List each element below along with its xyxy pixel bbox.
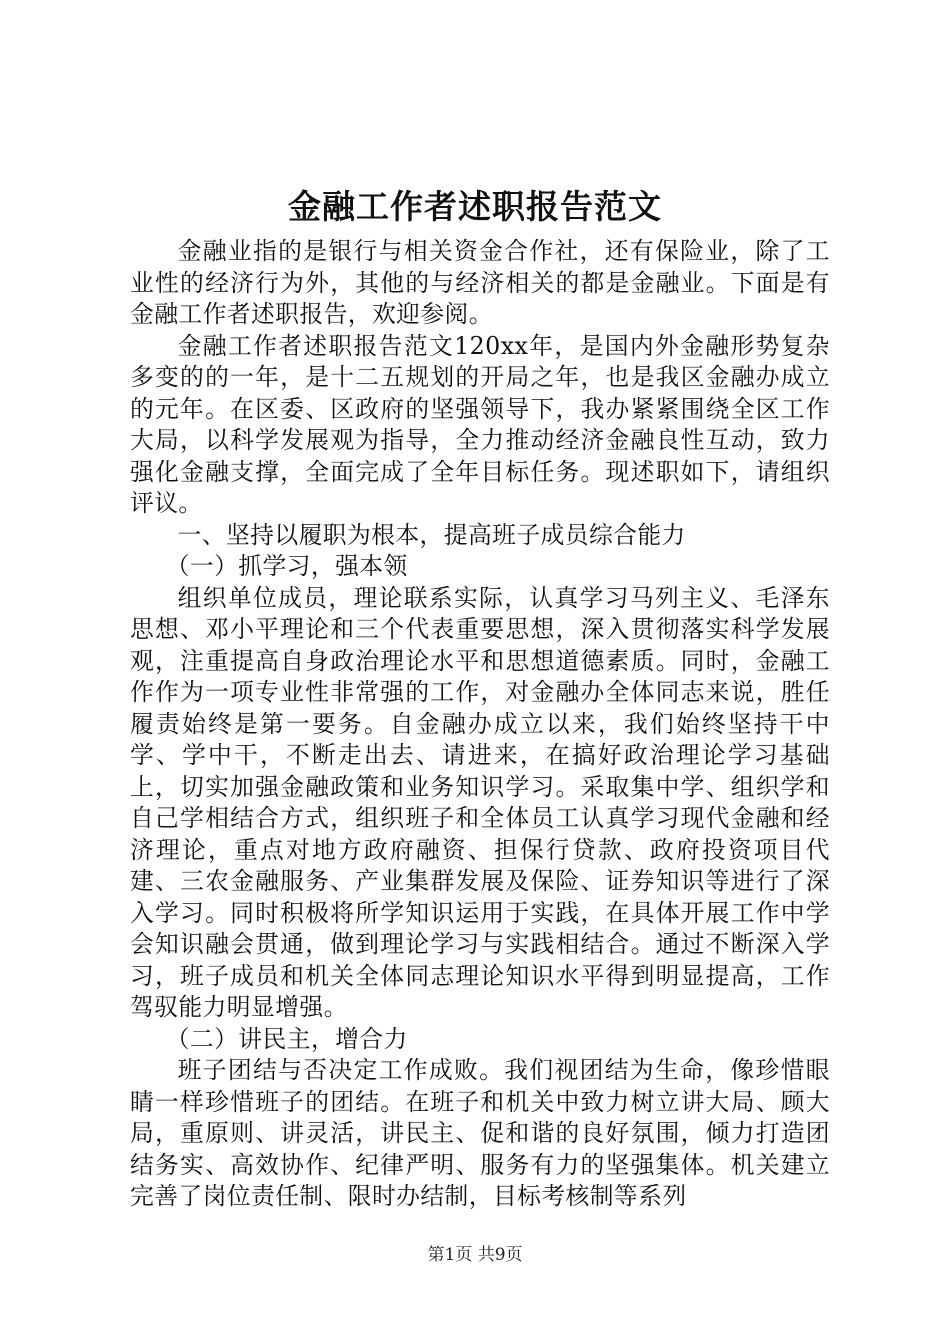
subsection-heading-2: （二）讲民主，增合力 <box>165 1024 408 1053</box>
subsection-heading-1: （一）抓学习，强本领 <box>165 552 408 580</box>
section-heading-1: 一、坚持以履职为根本，提高班子成员综合能力 <box>177 520 686 549</box>
subsection-paragraph-1: 组织单位成员，理论联系实际，认真学习马列主义、毛泽东思想、邓小平理论和三个代表重要思想，深入贯彻落实科学发展观，注重提高自身政治理论水平和思想道德素质。同时，金融工作作为一项专业性非常强的工作，对金融办全体同志来说，胜任履责始终是第一要务。自金融办成立以来，我们始终坚持干中学、学中干，不断走出去、请进来，在搞好政治理论学习基础上，切实加强金融政策和业务知识学习。采取集中学、组织学和自己学相结合方式，组织班子和全体员工认真学习现代金融和经济理论，重点对地方政府融资、担保行贷款、政府投资项目代建、三农金融服务、产业集群发展及保险、证券知识等进行了深入学习。同时积极将所学知识运用于实践，在具体开展工作中学会知识融会贯通，做到理论学习与实践相结合。通过不断深入学习，班子成员和机关全体同志理论知识水平得到明显提高，工作驾驭能力明显增强。 <box>130 583 830 1021</box>
document-body <box>130 236 830 1213</box>
subsection-paragraph-2: 班子团结与否决定工作成败。我们视团结为生命，像珍惜眼睛一样珍惜班子的团结。在班子和机关中致力树立讲大局、顾大局，重原则、讲灵活，讲民主、促和谐的良好氛围，倾力打造团结务实、高效协作、纪律严明、服务有力的坚强集体。机关建立完善了岗位责任制、限时办结制，目标考核制等系列 <box>130 1056 830 1210</box>
overview-paragraph: 金融工作者述职报告范文120xx年，是国内外金融形势复杂多变的的一年，是十二五规划的开局之年，也是我区金融办成立的元年。在区委、区政府的坚强领导下，我办紧紧围绕全区工作大局，以科学发展观为指导，全力推动经济金融良性互动，致力强化金融支撑，全面完成了全年目标任务。现述职如下，请组织评议。 <box>130 331 830 517</box>
page-number-footer: 第1页 共9页 <box>427 1245 523 1265</box>
document-title: 金融工作者述职报告范文 <box>288 187 662 226</box>
intro-paragraph: 金融业指的是银行与相关资金合作社，还有保险业，除了工业性的经济行为外，其他的与经济相关的都是金融业。下面是有金融工作者述职报告，欢迎参阅。 <box>130 237 830 328</box>
